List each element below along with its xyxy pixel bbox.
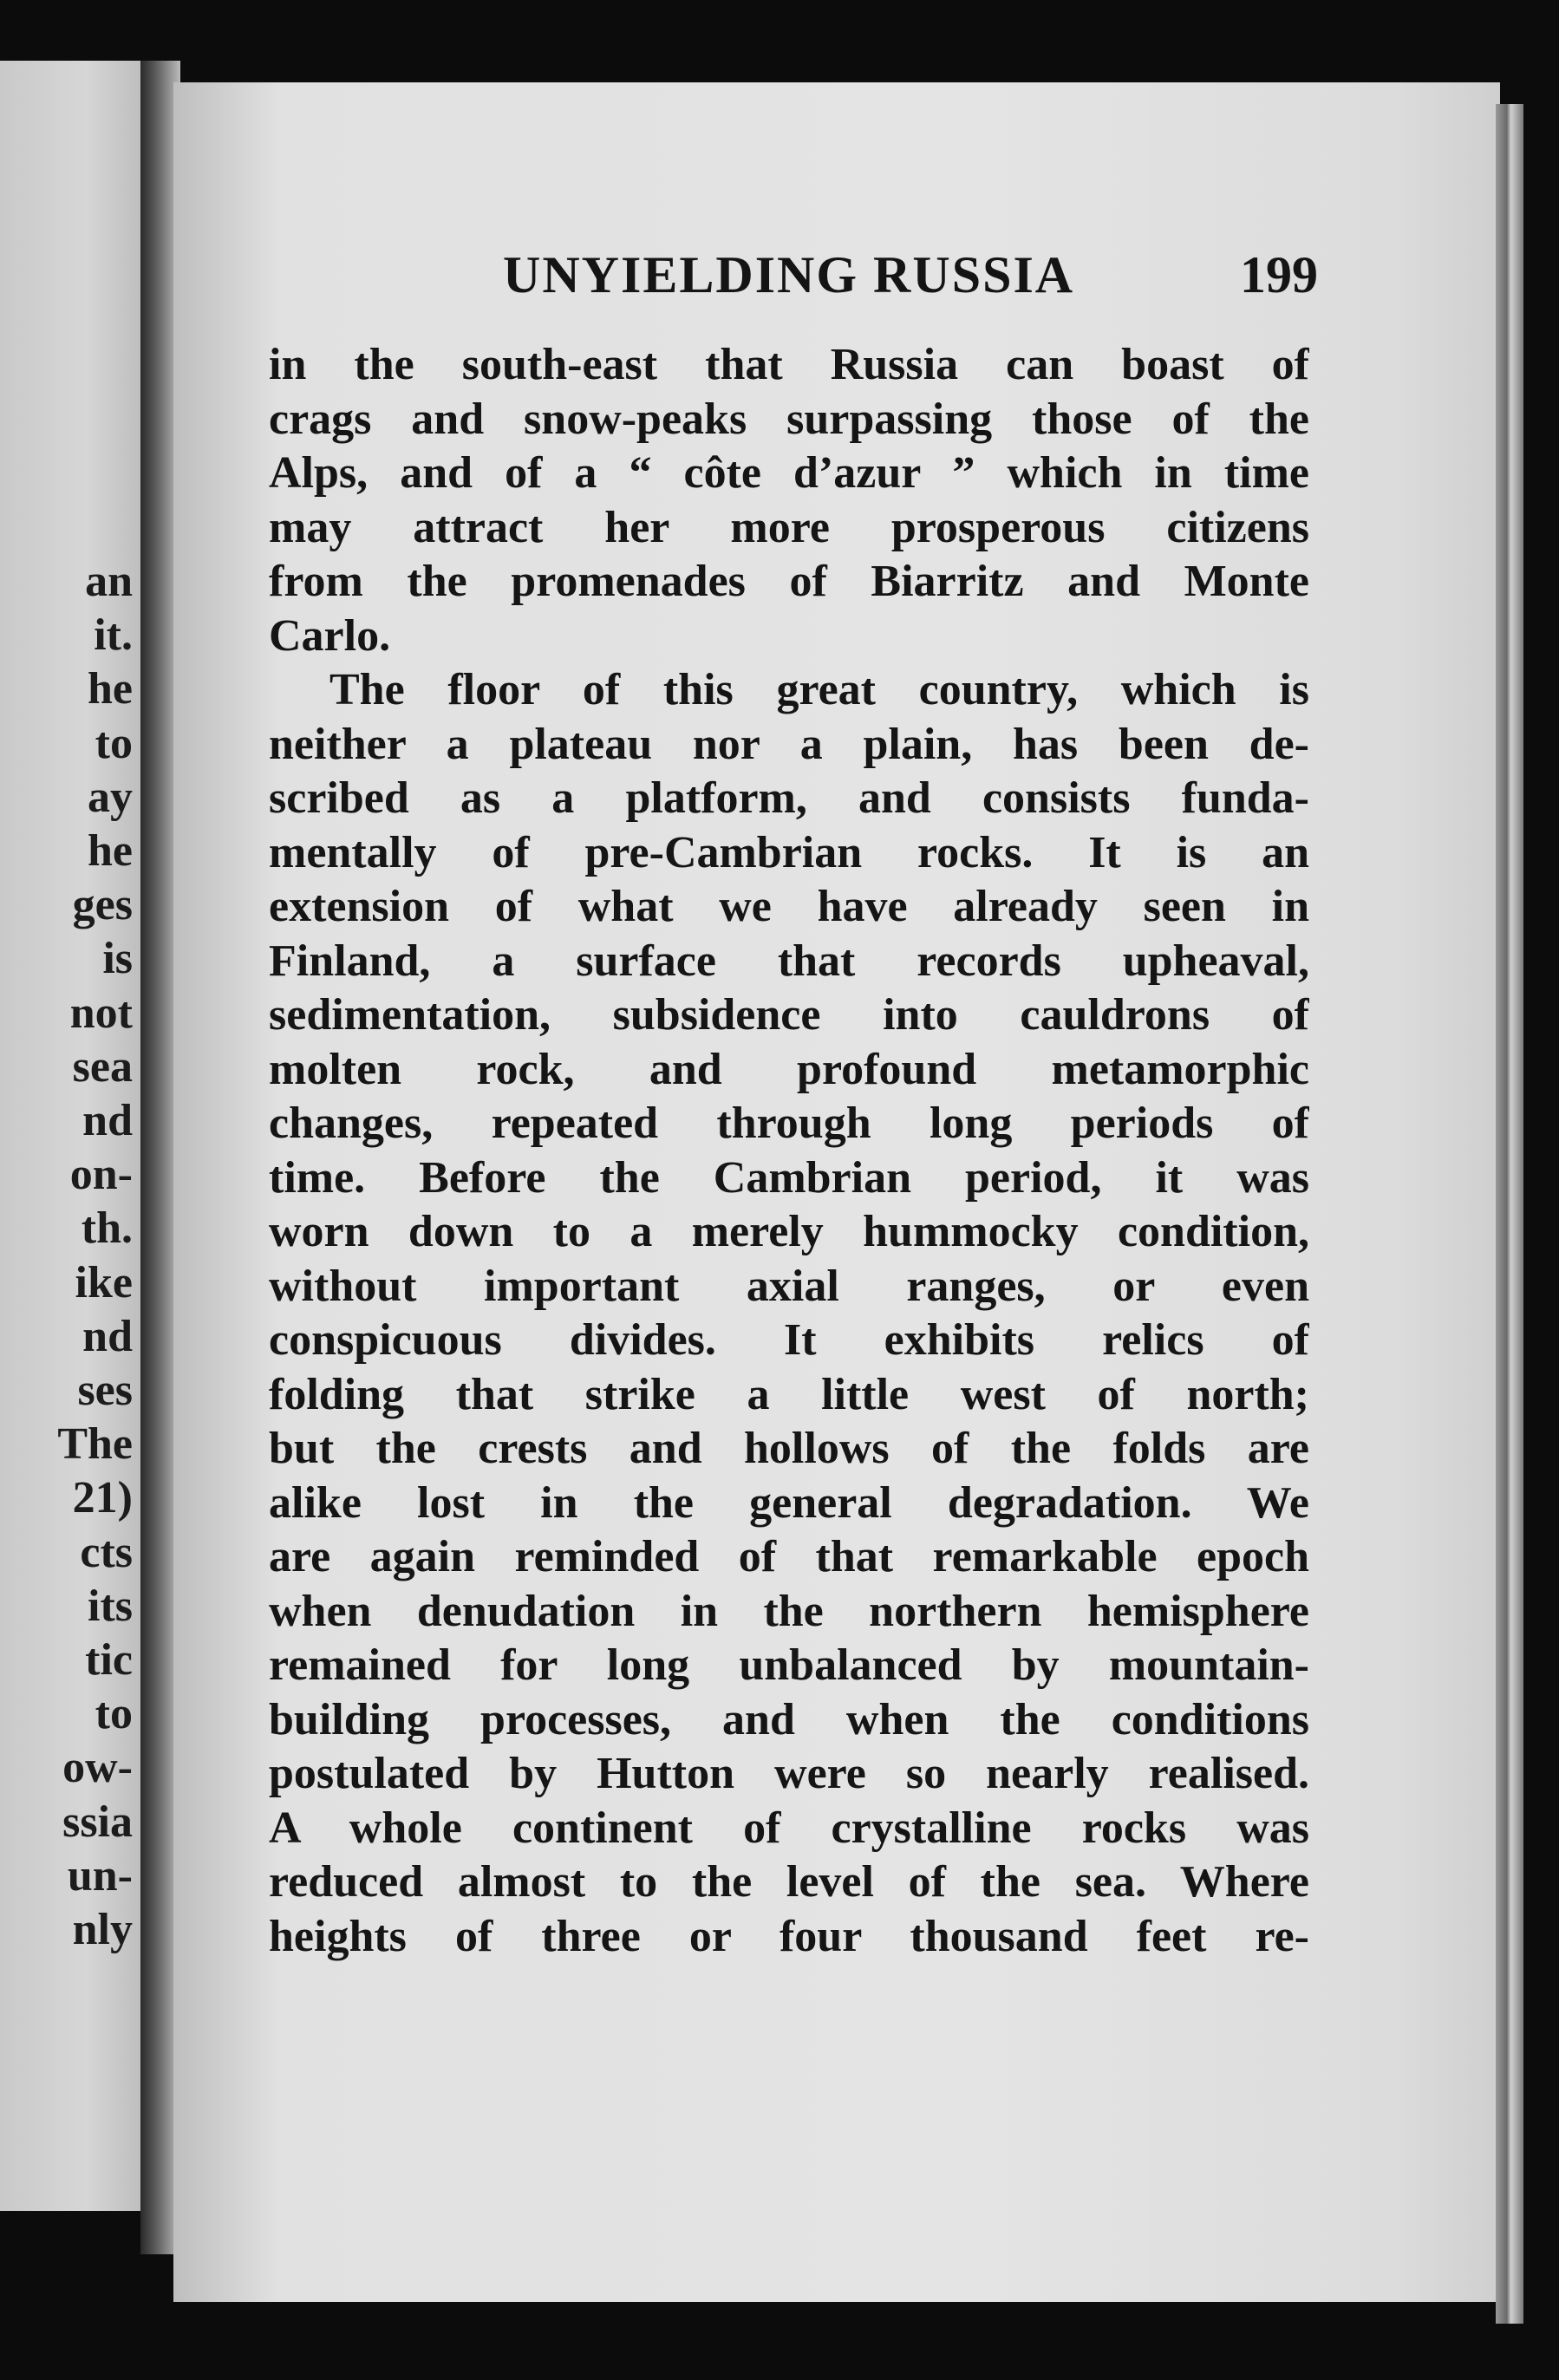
- left-fragment: an: [85, 557, 133, 606]
- left-fragment: ow-: [62, 1743, 133, 1793]
- text-line: worn down to a merely hummocky condition,: [269, 1207, 1309, 1256]
- text-line: A whole continent of crystalline rocks was: [269, 1803, 1309, 1853]
- left-fragment: to: [95, 718, 133, 768]
- left-fragment: not: [69, 988, 133, 1038]
- text-line: extension of what we have already seen in: [269, 882, 1309, 931]
- text-line: heights of three or four thousand feet re-: [269, 1911, 1309, 1961]
- left-fragment: on-: [69, 1150, 133, 1200]
- text-line: sedimentation, subsidence into cauldrons of: [269, 990, 1309, 1040]
- left-fragment: The: [57, 1419, 133, 1470]
- left-fragment: th.: [81, 1203, 133, 1254]
- text-line: in the south-east that Russia can boast of: [269, 340, 1309, 389]
- left-fragment: ay: [88, 772, 133, 822]
- left-fragment: ike: [75, 1257, 133, 1307]
- running-head: [503, 245, 1318, 305]
- left-fragment: nd: [82, 1096, 133, 1146]
- text-line: conspicuous divides. It exhibits relics of: [269, 1315, 1309, 1365]
- text-line: The floor of this great country, which is: [329, 665, 1309, 714]
- text-line: postulated by Hutton were so nearly realised.: [269, 1749, 1309, 1798]
- text-line: may attract her more prosperous citizens: [269, 502, 1309, 552]
- left-fragment: ges: [72, 880, 133, 930]
- text-line: are again reminded of that remarkable epoch: [269, 1532, 1309, 1581]
- left-fragment: ssia: [62, 1796, 133, 1847]
- text-line: neither a plateau nor a plain, has been de-: [269, 719, 1309, 769]
- text-line: remained for long unbalanced by mountain-: [269, 1640, 1309, 1690]
- left-fragment: nd: [82, 1311, 133, 1361]
- text-line: alike lost in the general degradation. We: [269, 1477, 1309, 1528]
- text-line: time. Before the Cambrian period, it was: [269, 1152, 1309, 1203]
- left-fragment: ses: [77, 1366, 133, 1416]
- left-fragment: is: [102, 934, 133, 984]
- text-line: without important axial ranges, or even: [269, 1261, 1309, 1311]
- text-line: crags and snow-peaks surpassing those of the: [269, 394, 1309, 444]
- page-number: 199: [1240, 246, 1318, 303]
- paragraph: [269, 338, 1309, 663]
- text-line: scribed as a platform, and consists funda-: [269, 773, 1309, 823]
- paragraph: [269, 663, 1309, 1964]
- left-fragment: sea: [72, 1041, 133, 1092]
- left-fragment: it.: [94, 610, 133, 661]
- text-line: when denudation in the northern hemisphere: [269, 1586, 1309, 1636]
- text-line: but the crests and hollows of the folds are: [269, 1424, 1309, 1473]
- left-fragment: its: [88, 1581, 133, 1631]
- body-text: [269, 338, 1309, 1964]
- text-line: mentally of pre-Cambrian rocks. It is an: [269, 827, 1309, 877]
- page-edge-stack: [1496, 104, 1523, 2324]
- left-page-edge: [0, 61, 143, 2211]
- text-line: folding that strike a little west of north;: [269, 1369, 1309, 1419]
- text-line: Alps, and of a “ côte d’azur ” which in time: [269, 448, 1309, 498]
- left-fragment: 21): [72, 1473, 133, 1523]
- text-line: molten rock, and profound metamorphic: [269, 1044, 1309, 1094]
- text-line: Carlo.: [269, 610, 391, 661]
- text-line: building processes, and when the conditions: [269, 1694, 1309, 1744]
- text-line: reduced almost to the level of the sea. Where: [269, 1857, 1309, 1907]
- left-fragment: cts: [80, 1527, 133, 1577]
- left-fragment: nly: [72, 1905, 133, 1955]
- left-fragment: tic: [85, 1635, 133, 1686]
- text-line: changes, repeated through long periods of: [269, 1099, 1309, 1148]
- left-fragment: un-: [67, 1850, 133, 1901]
- left-fragment: he: [88, 826, 133, 877]
- left-fragment: he: [88, 664, 133, 714]
- running-title: UNYIELDING RUSSIA: [503, 246, 1075, 303]
- text-line: from the promenades of Biarritz and Monte: [269, 557, 1309, 606]
- left-fragment: to: [95, 1689, 133, 1739]
- left-page-fragments: [57, 555, 133, 1957]
- text-line: Finland, a surface that records upheaval,: [269, 936, 1309, 986]
